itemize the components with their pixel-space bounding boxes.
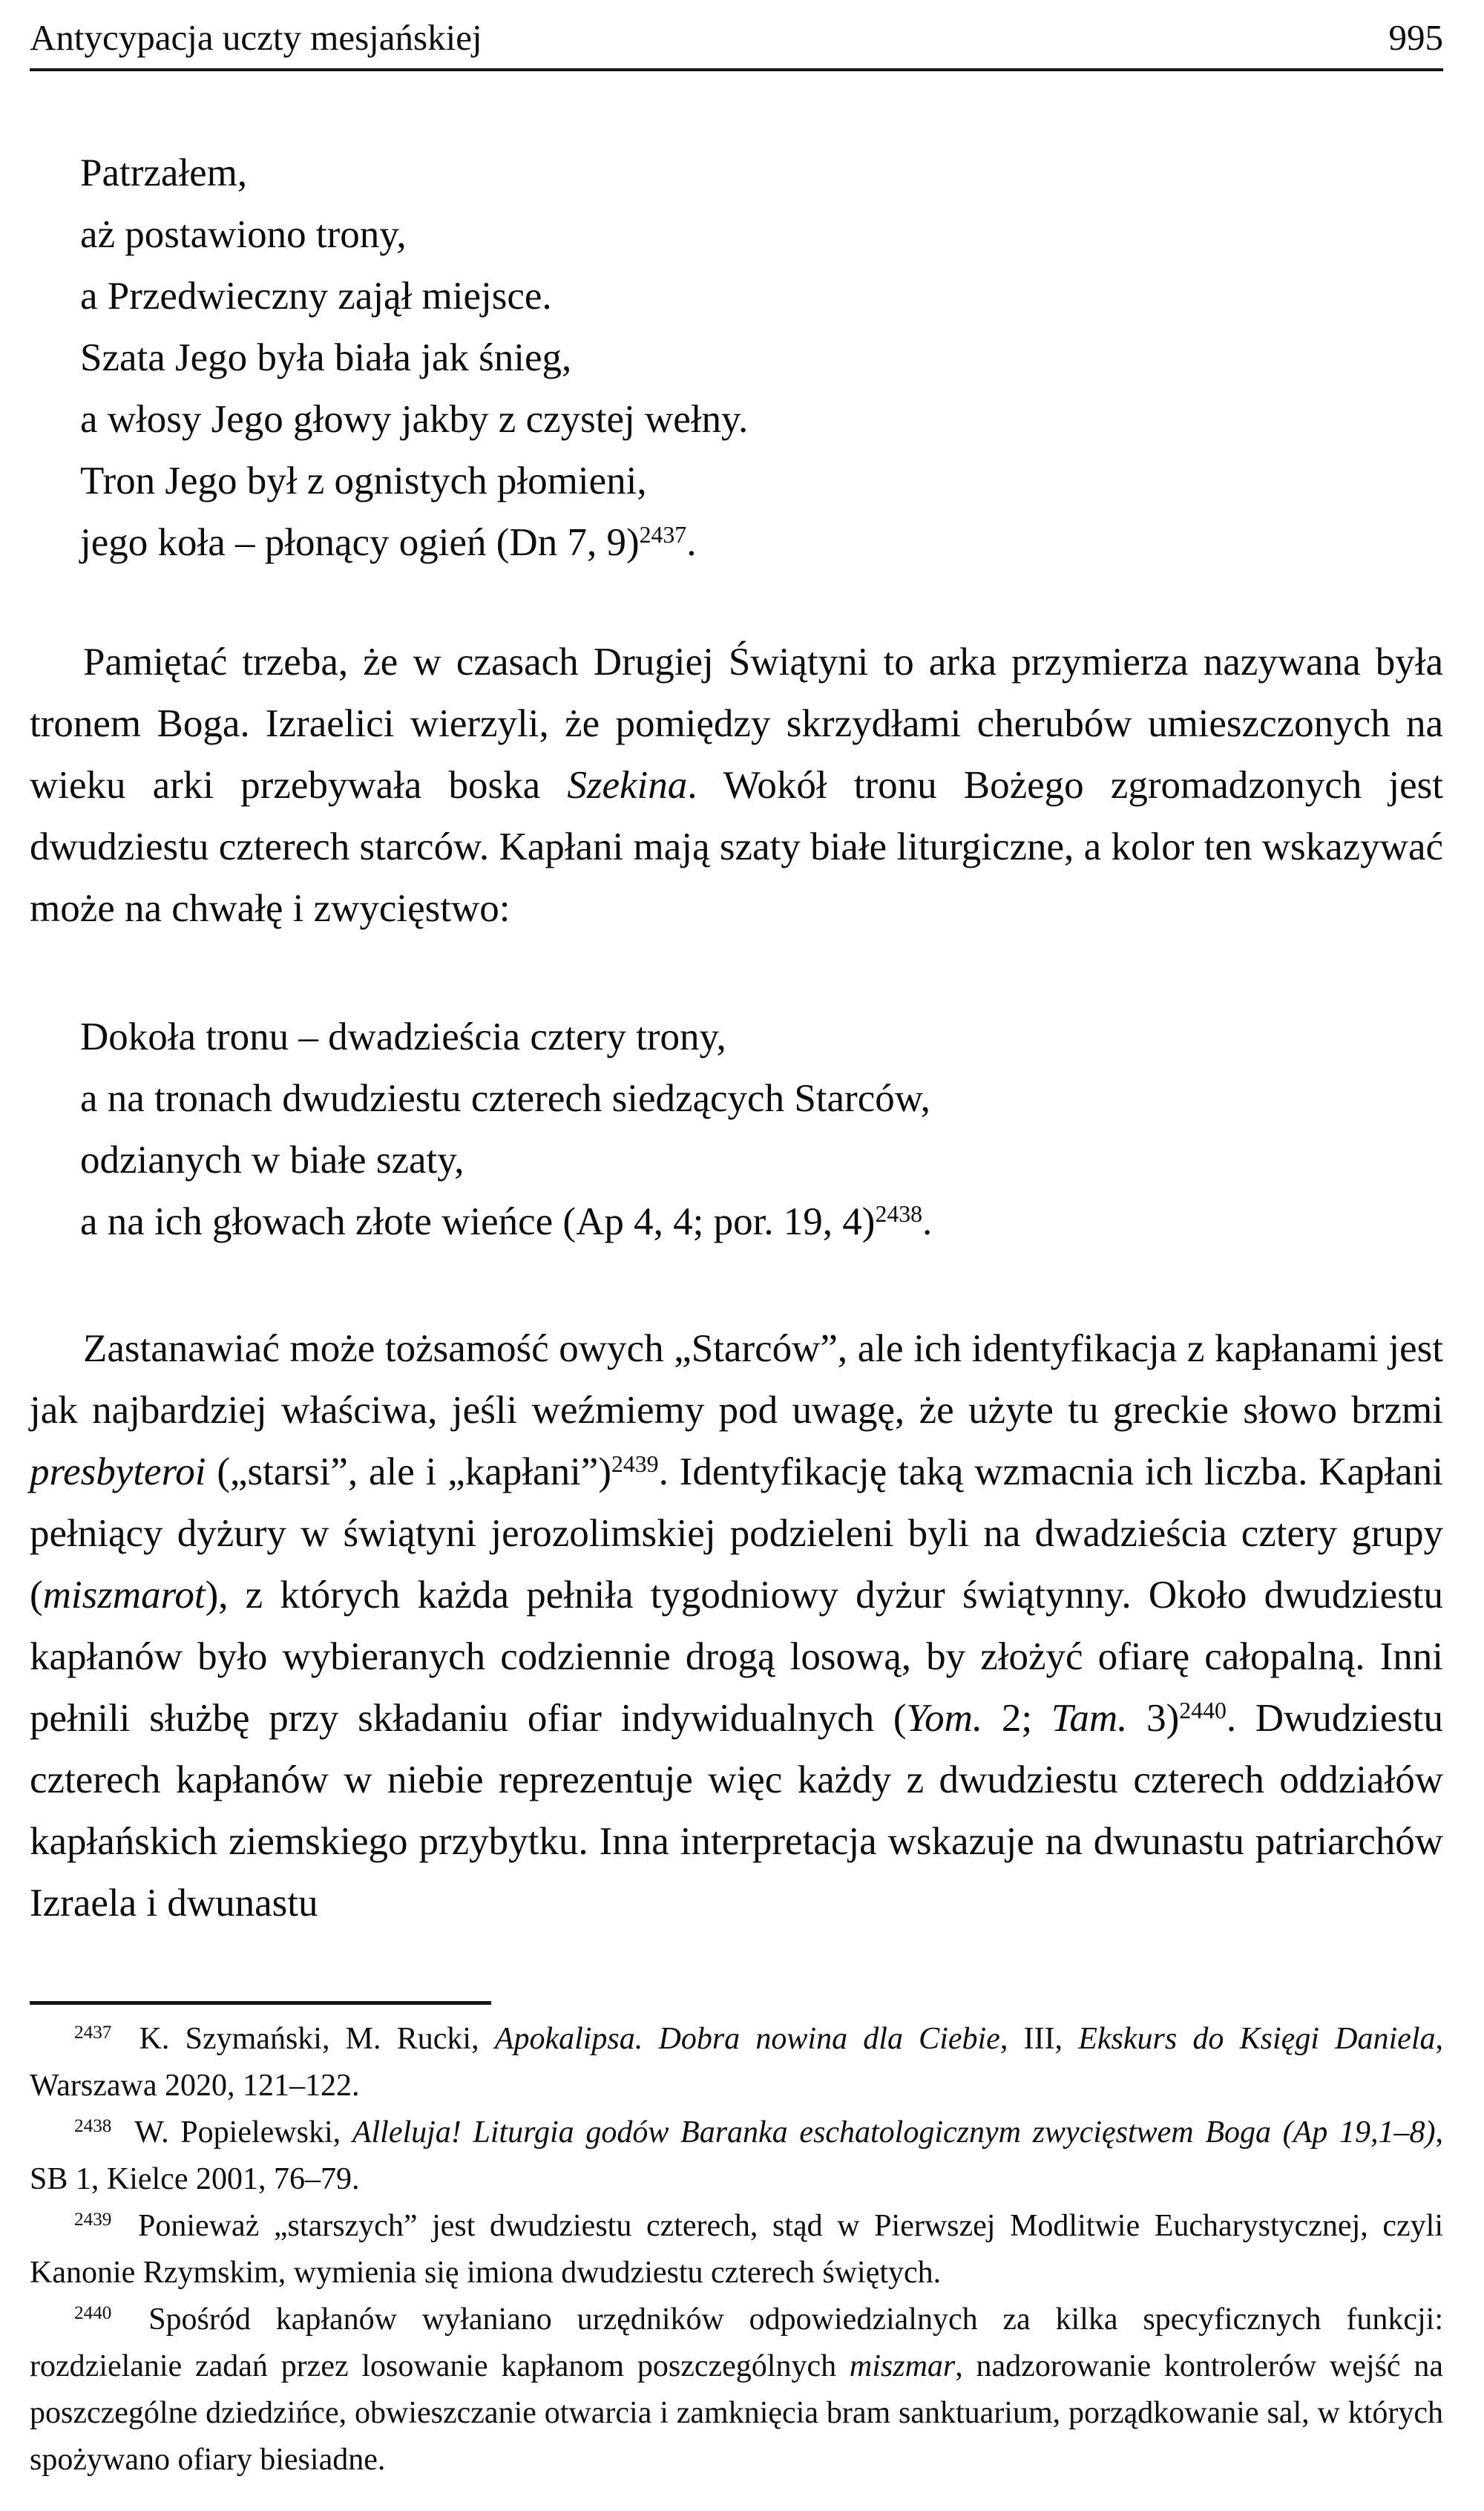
- verse-quote-daniel: [80, 143, 1443, 574]
- verse-line: a Przedwieczny zajął miejsce.: [80, 275, 552, 318]
- verse-line: Patrzałem,: [80, 151, 248, 194]
- verse-line: a włosy Jego głowy jakby z czystej wełny.: [80, 398, 749, 441]
- verse-line: odzianych w białe szaty,: [80, 1139, 464, 1182]
- body-paragraph-2: Zastanawiać może tożsamość owych „Starców”, ale ich identyfikacja z kapłanami jest jak najbardziej właściwa, jeśli weźmiemy pod uwagę, że użyte tu greckie słowo brzmi presbyteroi („starsi”, ale i „kapłani”)$^{2439}$. Identyfikację taką wzmacnia ich liczba. Kapłani pełniący dyżury w świątyni jerozolimskiej podzieleni byli na dwadzieścia cztery grupy (miszmarot), z których każda pełniła tygodniowy dyżur świątynny. Około dwudziestu kapłanów było wybieranych codziennie drogą losową, by złożyć ofiarę całopalną. Inni pełnili służbę przy składaniu ofiar indywidualnych (Yom. 2; Tam. 3)$^{2440}$. Dwudziestu czterech kapłanów w niebie reprezentuje więc każdy z dwudziestu czterech oddziałów kapłańskich ziemskiego przybytku. Inna interpretacja wskazuje na dwunastu patriarchów Izraela i dwunastu: [30, 1327, 1443, 1925]
- verse-line: Tron Jego był z ognistych płomieni,: [80, 459, 647, 502]
- footnote-separator-rule: [30, 2001, 491, 2005]
- page-number: 995: [1388, 17, 1443, 58]
- footnote-2437: $^{2437}$ K. Szymański, M. Rucki, Apokalipsa. Dobra nowina dla Ciebie, III, Ekskurs do Księgi Daniela, Warszawa 2020, 121–122.: [30, 2022, 1443, 2103]
- verse-line: a na ich głowach złote wieńce (Ap 4, 4; por. 19, 4)$^{2438}$.: [80, 1200, 933, 1243]
- verse-line: a na tronach dwudziestu czterech siedzących Starców,: [80, 1077, 930, 1120]
- running-title: Antycypacja uczty mesjańskiej: [30, 17, 482, 58]
- page-header: [30, 16, 1443, 59]
- footnote-2440: $^{2440}$ Spośród kapłanów wyłaniano urzędników odpowiedzialnych za kilka specyficznych funkcji: rozdzielanie zadań przez losowanie kapłanom poszczególnych miszmar, nadzorowanie kontrolerów wejść na poszczególne dziedzińce, obwieszczanie otwarcia i zamknięcia bram sanktuarium, porządkowanie sal, w których spożywano ofiary biesiadne.: [30, 2302, 1443, 2477]
- header-rule: [30, 68, 1443, 71]
- footnote-2438: $^{2438}$ W. Popielewski, Alleluja! Liturgia godów Baranka eschatologicznym zwycięstwem Boga (Ap 19,1–8), SB 1, Kielce 2001, 76–79.: [30, 2115, 1443, 2196]
- verse-quote-apocalypse: [80, 1006, 1443, 1253]
- verse-line: aż postawiono trony,: [80, 213, 407, 256]
- footnote-2439: $^{2439}$ Ponieważ „starszych” jest dwudziestu czterech, stąd w Pierwszej Modlitwie Eucharystycznej, czyli Kanonie Rzymskim, wymienia się imiona dwudziestu czterech świętych.: [30, 2209, 1443, 2290]
- verse-line: jego koła – płonący ogień (Dn 7, 9)$^{2437}$.: [80, 521, 697, 564]
- body-paragraph-1: Pamiętać trzeba, że w czasach Drugiej Świątyni to arka przymierza nazywana była tronem Boga. Izraelici wierzyli, że pomiędzy skrzydłami cherubów umieszczonych na wieku arki przebywała boska Szekina. Wokół tronu Bożego zgromadzonych jest dwudziestu czterech starców. Kapłani mają szaty białe liturgiczne, a kolor ten wskazywać może na chwałę i zwycięstwo:: [30, 641, 1443, 930]
- verse-line: Szata Jego była biała jak śnieg,: [80, 336, 572, 379]
- verse-line: Dokoła tronu – dwadzieścia cztery trony,: [80, 1015, 726, 1058]
- footnotes-section: [30, 2016, 1443, 2484]
